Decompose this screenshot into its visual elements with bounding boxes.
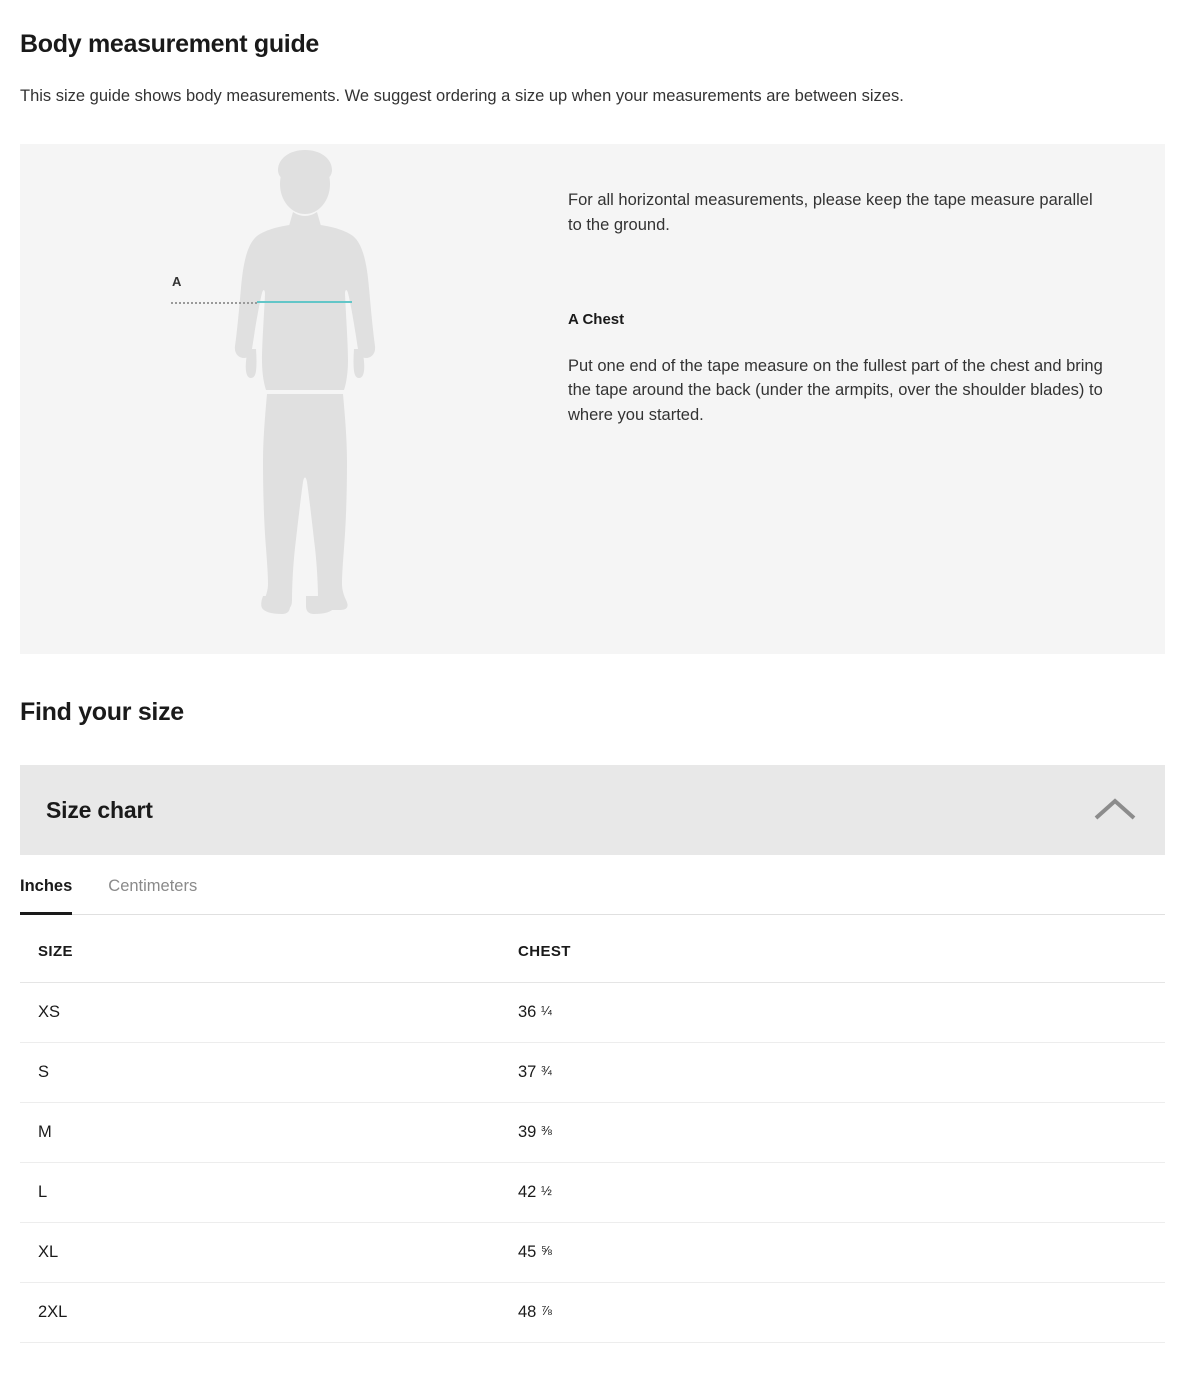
cell-size: XS	[20, 983, 514, 1043]
cell-chest	[514, 1223, 1165, 1283]
chest-whole: 39	[518, 1123, 537, 1142]
cell-size: 2XL	[20, 1283, 514, 1343]
table-row	[20, 1223, 1165, 1283]
chest-fraction: ⅞	[540, 1303, 552, 1319]
table-row	[20, 1163, 1165, 1223]
cell-size: M	[20, 1103, 514, 1163]
cell-chest	[514, 1283, 1165, 1343]
cell-chest	[514, 983, 1165, 1043]
measurement-text-column	[504, 144, 1165, 654]
tab-centimeters[interactable]: Centimeters	[108, 877, 198, 896]
size-chart-accordion-header[interactable]	[20, 765, 1165, 855]
size-chart-table	[20, 915, 1165, 1343]
cell-size: L	[20, 1163, 514, 1223]
cell-chest	[514, 1163, 1165, 1223]
chest-whole: 42	[518, 1183, 537, 1202]
find-your-size-title: Find your size	[20, 698, 184, 727]
chest-fraction: ½	[540, 1183, 552, 1199]
chest-label: A	[172, 274, 182, 290]
chest-fraction: ⅝	[540, 1243, 552, 1259]
chest-whole: 36	[518, 1003, 537, 1022]
chest-fraction: ¾	[540, 1063, 552, 1079]
chest-whole: 45	[518, 1243, 537, 1262]
page-subtitle: This size guide shows body measurements. We suggest ordering a size up when your measurements are between sizes.	[20, 87, 904, 105]
chest-whole: 48	[518, 1303, 537, 1322]
size-chart-title: Size chart	[46, 796, 153, 823]
cell-chest	[514, 1043, 1165, 1103]
measurement-note: For all horizontal measurements, please keep the tape measure parallel to the ground.	[568, 191, 1093, 234]
measure-accent-line	[257, 301, 352, 303]
chevron-up-icon[interactable]	[1093, 796, 1137, 824]
unit-tabs	[20, 855, 1165, 915]
column-header-chest: CHEST	[514, 915, 1165, 983]
cell-chest	[514, 1103, 1165, 1163]
cell-size: XL	[20, 1223, 514, 1283]
body-figure-illustration	[20, 144, 504, 654]
measurement-title: A Chest	[568, 310, 625, 328]
measure-dashed-leader	[171, 302, 257, 304]
table-row	[20, 983, 1165, 1043]
chest-fraction: ¼	[540, 1003, 552, 1019]
chest-whole: 37	[518, 1063, 537, 1082]
chest-fraction: ⅜	[540, 1123, 552, 1139]
figure-column	[20, 144, 504, 654]
cell-size: S	[20, 1043, 514, 1103]
table-header-row	[20, 915, 1165, 983]
measurement-description: Put one end of the tape measure on the fullest part of the chest and bring the tape around the back (under the armpits, over the shoulder blades) to where you started.	[568, 356, 1103, 425]
body-silhouette-icon	[20, 144, 504, 654]
table-row	[20, 1103, 1165, 1163]
table-row	[20, 1043, 1165, 1103]
measurement-illustration-panel	[20, 144, 1165, 654]
table-row	[20, 1283, 1165, 1343]
tab-inches[interactable]: Inches	[20, 855, 72, 915]
column-header-size: SIZE	[20, 915, 514, 983]
page-title: Body measurement guide	[20, 30, 320, 58]
